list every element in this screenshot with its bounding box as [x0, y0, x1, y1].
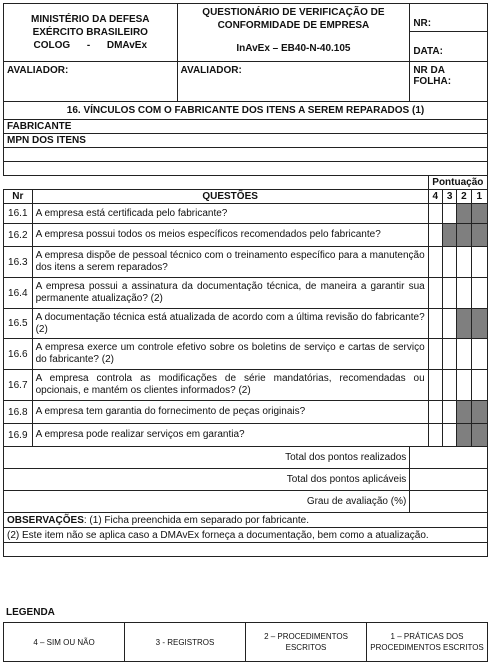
folha-field[interactable]: NR DA FOLHA: [410, 62, 488, 102]
pontuacao-header: Pontuação [428, 176, 487, 190]
observacoes-note-1 [4, 513, 488, 528]
blank-row[interactable] [4, 148, 488, 162]
mpn-field[interactable]: MPN DOS ITENS [4, 134, 488, 148]
fabricante-field[interactable]: FABRICANTE [4, 120, 488, 134]
score-cell-3[interactable] [442, 247, 456, 278]
score-header-4: 4 [428, 190, 442, 204]
legend-item-3: 3 - REGISTROS [125, 623, 246, 662]
question-row [4, 224, 488, 247]
score-header-3: 3 [442, 190, 456, 204]
score-cell-2[interactable] [457, 370, 471, 401]
score-cell-shaded [457, 224, 471, 247]
score-cell-4[interactable] [428, 278, 442, 309]
title-line-1: QUESTIONÁRIO DE VERIFICAÇÃO DE [202, 7, 385, 18]
question-nr: 16.7 [4, 370, 33, 401]
question-nr: 16.9 [4, 424, 33, 447]
score-cell-2[interactable] [457, 247, 471, 278]
score-cell-3[interactable] [442, 204, 456, 224]
org-line-2: EXÉRCITO BRASILEIRO [32, 27, 148, 38]
question-text: A empresa possui todos os meios específicos recomendados pelo fabricante? [32, 224, 428, 247]
total-aplicaveis-value[interactable] [410, 469, 488, 491]
nr-data-cell [410, 4, 488, 62]
score-cell-2[interactable] [457, 339, 471, 370]
score-cell-4[interactable] [428, 339, 442, 370]
observacoes-note-2: (2) Este item não se aplica caso a DMAvEx forneça a documentação, bem como a atualização. [4, 528, 488, 543]
score-cell-3[interactable] [442, 370, 456, 401]
score-cell-shaded [457, 401, 471, 424]
question-row [4, 204, 488, 224]
score-cell-3[interactable] [442, 401, 456, 424]
legend-item-4: 4 – SIM OU NÃO [4, 623, 125, 662]
score-cell-1[interactable] [471, 278, 487, 309]
score-cell-3[interactable] [442, 309, 456, 339]
question-text: A empresa pode realizar serviços em garantia? [32, 424, 428, 447]
org-dmavex: DMAvEx [106, 40, 148, 51]
questoes-header: QUESTÕES [32, 190, 428, 204]
score-cell-4[interactable] [428, 370, 442, 401]
org-header [4, 4, 178, 62]
question-row [4, 247, 488, 278]
total-realizados-label: Total dos pontos realizados [4, 447, 410, 469]
question-text: A empresa tem garantia do fornecimento de peças originais? [32, 401, 428, 424]
legend-title: LEGENDA [6, 607, 55, 618]
score-cell-shaded [457, 424, 471, 447]
org-colog: COLOG [33, 40, 71, 51]
score-cell-1[interactable] [471, 339, 487, 370]
question-text: A documentação técnica está atualizada de acordo com a última revisão do fabricante? (2) [32, 309, 428, 339]
score-cell-shaded [471, 204, 487, 224]
total-aplicaveis-label: Total dos pontos aplicáveis [4, 469, 410, 491]
section-title: 16. VÍNCULOS COM O FABRICANTE DOS ITENS A SEREM REPARADOS (1) [4, 102, 488, 120]
blank-row[interactable] [4, 543, 488, 557]
score-cell-3[interactable] [442, 278, 456, 309]
data-field[interactable]: DATA: [413, 46, 443, 57]
score-cell-2[interactable] [457, 278, 471, 309]
avaliador-field-2[interactable]: AVALIADOR: [177, 62, 410, 102]
question-row [4, 339, 488, 370]
score-cell-1[interactable] [471, 247, 487, 278]
score-cell-shaded [471, 424, 487, 447]
question-text: A empresa possui a assinatura da documentação técnica, de maneira a garantir sua permanente atualização? (2) [32, 278, 428, 309]
avaliador-field-1[interactable]: AVALIADOR: [4, 62, 178, 102]
score-cell-4[interactable] [428, 309, 442, 339]
legend-item-1: 1 – PRÁTICAS DOS PROCEDIMENTOS ESCRITOS [367, 623, 488, 662]
question-nr: 16.8 [4, 401, 33, 424]
score-cell-1[interactable] [471, 370, 487, 401]
score-cell-shaded [471, 401, 487, 424]
grau-label: Grau de avaliação (%) [4, 491, 410, 513]
org-line-1: MINISTÉRIO DA DEFESA [31, 14, 150, 25]
observacoes-label: OBSERVAÇÕES [7, 514, 84, 526]
question-row [4, 370, 488, 401]
score-cell-3[interactable] [442, 339, 456, 370]
grau-value[interactable] [410, 491, 488, 513]
nr-field[interactable]: NR: [410, 4, 487, 32]
question-text: A empresa exerce um controle efetivo sobre os boletins de serviço e cartas de serviço do fabricante? (2) [32, 339, 428, 370]
form-title [177, 4, 410, 62]
legend-table [3, 622, 488, 662]
question-text: A empresa controla as modificações de série mandatórias, recomendadas ou opcionais, e mantém os clientes informados? (2) [32, 370, 428, 401]
total-realizados-value[interactable] [410, 447, 488, 469]
observacoes-text-1: : (1) Ficha preenchida em separado por fabricante. [83, 514, 309, 526]
question-text: A empresa está certificada pelo fabricante? [32, 204, 428, 224]
legend-item-2: 2 – PROCEDIMENTOS ESCRITOS [246, 623, 367, 662]
score-cell-shaded [442, 224, 456, 247]
score-header-1: 1 [471, 190, 487, 204]
question-nr: 16.6 [4, 339, 33, 370]
question-nr: 16.3 [4, 247, 33, 278]
score-cell-3[interactable] [442, 424, 456, 447]
question-row [4, 424, 488, 447]
title-line-2: CONFORMIDADE DE EMPRESA [217, 20, 370, 31]
question-row [4, 278, 488, 309]
nr-header: Nr [4, 190, 33, 204]
org-sep: - [86, 40, 91, 51]
blank-row[interactable] [4, 162, 488, 176]
questionnaire-table [3, 3, 488, 557]
score-cell-4[interactable] [428, 224, 442, 247]
question-nr: 16.4 [4, 278, 33, 309]
score-cell-shaded [471, 224, 487, 247]
question-row [4, 309, 488, 339]
score-cell-shaded [457, 204, 471, 224]
question-nr: 16.1 [4, 204, 33, 224]
score-cell-shaded [471, 309, 487, 339]
question-row [4, 401, 488, 424]
score-cell-4[interactable] [428, 401, 442, 424]
question-text: A empresa dispõe de pessoal técnico com o treinamento específico para a manutenção dos itens a serem reparados? [32, 247, 428, 278]
score-header-2: 2 [457, 190, 471, 204]
pontuacao-spacer [4, 176, 429, 190]
question-nr: 16.2 [4, 224, 33, 247]
org-line-3 [7, 39, 174, 52]
score-cell-4[interactable] [428, 204, 442, 224]
form-code: InAvEx – EB40-N-40.105 [236, 43, 351, 54]
score-cell-shaded [457, 309, 471, 339]
score-cell-4[interactable] [428, 247, 442, 278]
score-cell-4[interactable] [428, 424, 442, 447]
question-nr: 16.5 [4, 309, 33, 339]
